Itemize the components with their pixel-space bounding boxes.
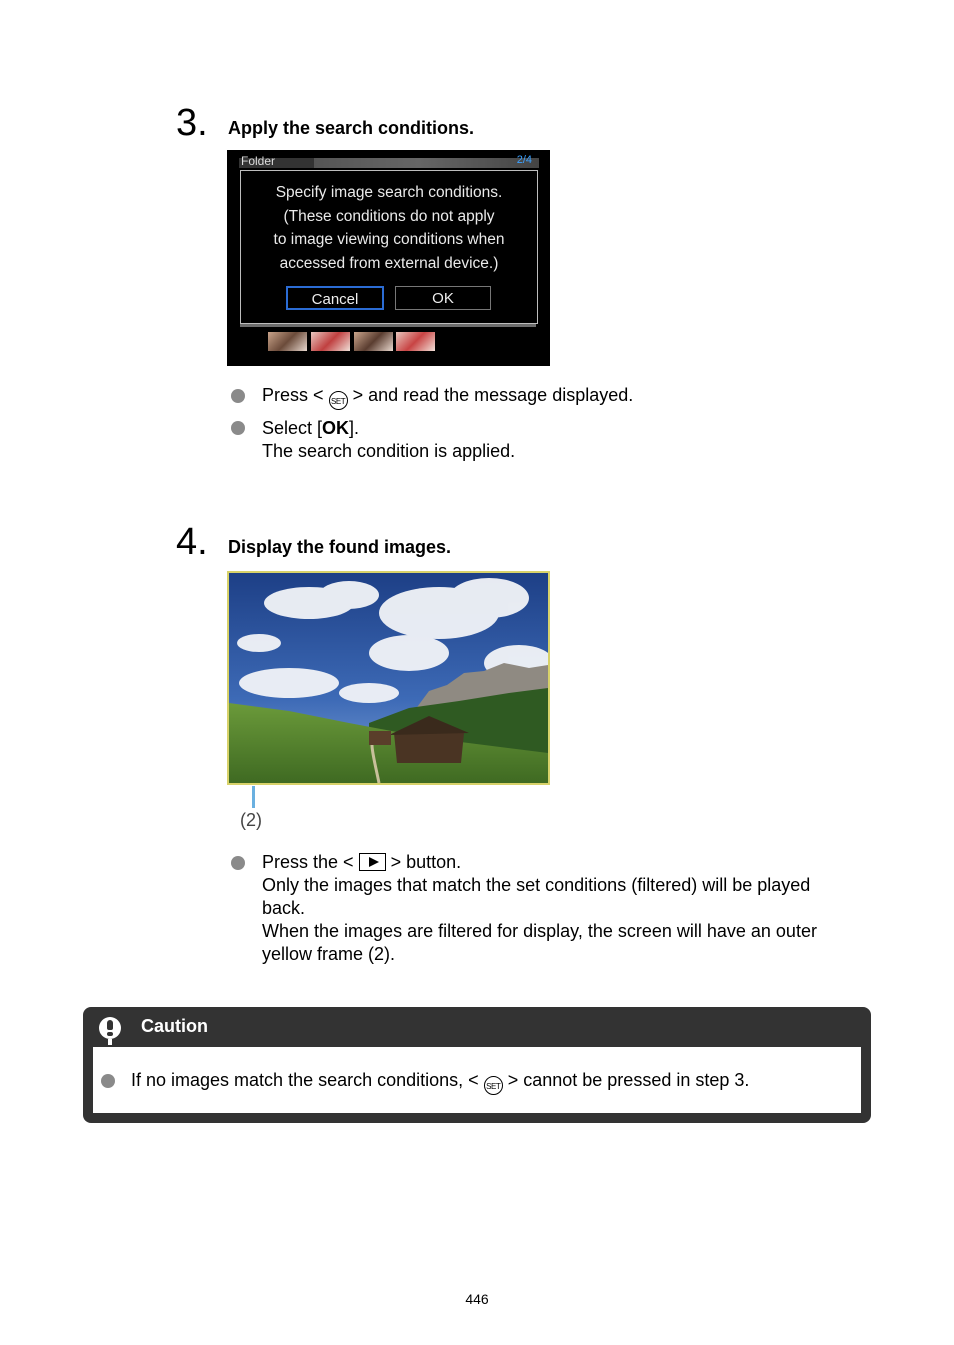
play-button-icon: [359, 853, 386, 871]
thumbnail: [311, 332, 350, 351]
filtered-playback-image: [227, 571, 550, 785]
thumbnail: [268, 332, 307, 351]
set-button-icon: SET: [484, 1076, 503, 1095]
step-4-bullet: [262, 851, 862, 966]
screen-header-bar: [239, 158, 539, 168]
callout-line: [252, 786, 255, 808]
bullet-text: ].: [349, 418, 360, 438]
bullet-text: yellow frame (2).: [262, 944, 396, 964]
step-4-title: Display the found images.: [228, 537, 452, 557]
bullet-text: When the images are filtered for display, the screen will have an outer: [262, 921, 817, 941]
caution-icon: [99, 1017, 121, 1039]
bullet: [231, 856, 245, 870]
ok-label: OK: [322, 418, 350, 438]
bullet-text: Press the <: [262, 852, 354, 872]
dialog-message-line: accessed from external device.): [279, 254, 499, 272]
bullet-text: > button.: [390, 852, 462, 872]
screen-divider: [240, 324, 536, 327]
caution-icon-stem: [108, 1039, 112, 1045]
caution-content: [93, 1047, 861, 1113]
confirm-dialog: [240, 170, 538, 324]
dialog-message-line: Specify image search conditions.: [275, 184, 503, 201]
caution-box: [83, 1007, 871, 1123]
bullet-text: Press <: [262, 385, 324, 405]
bullet-text: The search condition is applied.: [262, 441, 516, 461]
thumbnail: [354, 332, 393, 351]
caution-text-part: If no images match the search conditions, <: [131, 1070, 479, 1090]
bullet-text: Select [: [262, 418, 323, 438]
ok-button[interactable]: OK: [395, 286, 491, 310]
step-3-title: Apply the search conditions.: [228, 118, 475, 138]
dialog-message: [241, 181, 537, 275]
caution-text: [131, 1069, 749, 1095]
search-conditions-screen: [227, 150, 550, 366]
bullet-text: > and read the message displayed.: [352, 385, 634, 405]
thumbnail: [396, 332, 435, 351]
cancel-button[interactable]: Cancel: [286, 286, 384, 310]
step-3-bullet-2: [262, 417, 515, 463]
caution-title: Caution: [141, 1016, 208, 1036]
page-number: 446: [465, 1291, 489, 1307]
bullet: [101, 1074, 115, 1088]
step-4-number: 4.: [176, 521, 208, 563]
step-3-bullet-1: [262, 384, 633, 410]
screen-header-label: Folder: [241, 154, 276, 168]
bullet-text: Only the images that match the set conditions (filtered) will be played: [262, 875, 811, 895]
step-3-number: 3.: [176, 102, 208, 144]
dialog-message-line: (These conditions do not apply: [283, 207, 495, 225]
dialog-message-line: to image viewing conditions when: [273, 231, 505, 248]
bullet-text: back.: [262, 898, 306, 918]
screen-header-count: 2/4: [516, 154, 532, 166]
bullet: [231, 389, 245, 403]
callout-label: (2): [240, 810, 262, 830]
bullet: [231, 421, 245, 435]
set-button-icon: SET: [329, 391, 348, 410]
caution-text-part: > cannot be pressed in step 3.: [507, 1070, 750, 1090]
